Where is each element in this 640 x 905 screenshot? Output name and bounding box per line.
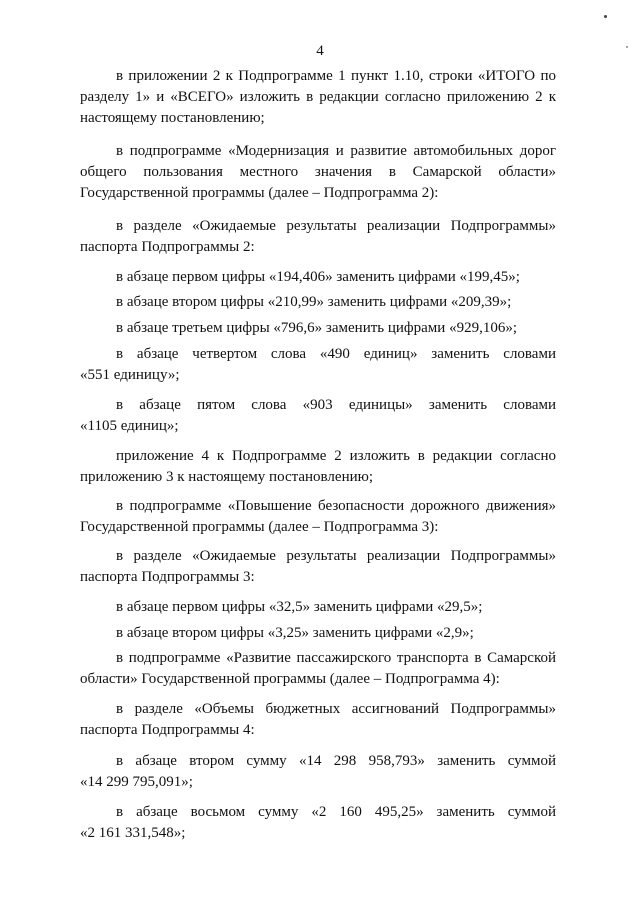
text-line: в абзаце третьем цифры «796,6» заменить цифрами «929,106»; — [116, 320, 517, 336]
text-line: паспорта Подпрограммы 4: — [80, 722, 255, 738]
text-line: Государственной программы (далее – Подпрограмма 3): — [80, 519, 439, 535]
text-line: приложение 4 к Подпрограмме 2 изложить в редакции согласно — [116, 448, 556, 464]
text-line: Государственной программы (далее – Подпрограмма 2): — [80, 185, 439, 201]
text-line: в разделе «Ожидаемые результаты реализации Подпрограммы» — [116, 218, 556, 234]
paragraph — [80, 66, 556, 129]
paragraph — [80, 623, 556, 644]
page-number: 4 — [316, 43, 324, 59]
paragraph — [80, 597, 556, 618]
text-line: в разделе «Объемы бюджетных ассигнований Подпрограммы» — [116, 701, 556, 717]
text-line: в разделе «Ожидаемые результаты реализации Подпрограммы» — [116, 548, 556, 564]
text-line: «14 299 795,091»; — [80, 774, 193, 790]
text-line: «1105 единиц»; — [80, 418, 179, 434]
paragraph — [80, 267, 556, 288]
text-line: настоящему постановлению; — [80, 110, 265, 126]
paragraph — [80, 292, 556, 313]
text-line: в абзаце четвертом слова «490 единиц» заменить словами — [116, 346, 556, 362]
paragraph — [80, 216, 556, 258]
paragraph — [80, 318, 556, 339]
text-line: приложению 3 к настоящему постановлению; — [80, 469, 373, 485]
scan-speck — [604, 15, 607, 18]
text-line: в подпрограмме «Повышение безопасности дорожного движения» — [116, 498, 556, 514]
text-line: в абзаце втором цифры «3,25» заменить цифрами «2,9»; — [116, 625, 474, 641]
paragraph — [80, 699, 556, 741]
paragraph — [80, 802, 556, 844]
text-line: области» Государственной программы (далее – Подпрограмма 4): — [80, 671, 500, 687]
paragraph — [80, 546, 556, 588]
paragraph — [80, 395, 556, 437]
text-line: паспорта Подпрограммы 2: — [80, 239, 255, 255]
paragraph — [80, 344, 556, 386]
scan-speck — [626, 46, 628, 48]
text-line: в абзаце втором сумму «14 298 958,793» заменить суммой — [116, 753, 556, 769]
text-line: «2 161 331,548»; — [80, 825, 186, 841]
text-line: в абзаце втором цифры «210,99» заменить цифрами «209,39»; — [116, 294, 512, 310]
text-line: разделу 1» и «ВСЕГО» изложить в редакции согласно приложению 2 к — [80, 89, 556, 105]
paragraph — [80, 496, 556, 538]
text-line: в абзаце первом цифры «32,5» заменить цифрами «29,5»; — [116, 599, 483, 615]
paragraph — [80, 751, 556, 793]
text-line: в абзаце пятом слова «903 единицы» заменить словами — [116, 397, 556, 413]
paragraph — [80, 141, 556, 204]
text-line: общего пользования местного значения в Самарской области» — [80, 164, 556, 180]
paragraph — [80, 446, 556, 488]
text-line: «551 единицу»; — [80, 367, 180, 383]
text-line: в подпрограмме «Развитие пассажирского транспорта в Самарской — [116, 650, 556, 666]
paragraph — [80, 648, 556, 690]
text-line: в приложении 2 к Подпрограмме 1 пункт 1.10, строки «ИТОГО по — [116, 68, 556, 84]
text-line: в абзаце восьмом сумму «2 160 495,25» заменить суммой — [116, 804, 556, 820]
text-line: в подпрограмме «Модернизация и развитие автомобильных дорог — [116, 143, 556, 159]
text-line: паспорта Подпрограммы 3: — [80, 569, 255, 585]
text-line: в абзаце первом цифры «194,406» заменить цифрами «199,45»; — [116, 269, 520, 285]
